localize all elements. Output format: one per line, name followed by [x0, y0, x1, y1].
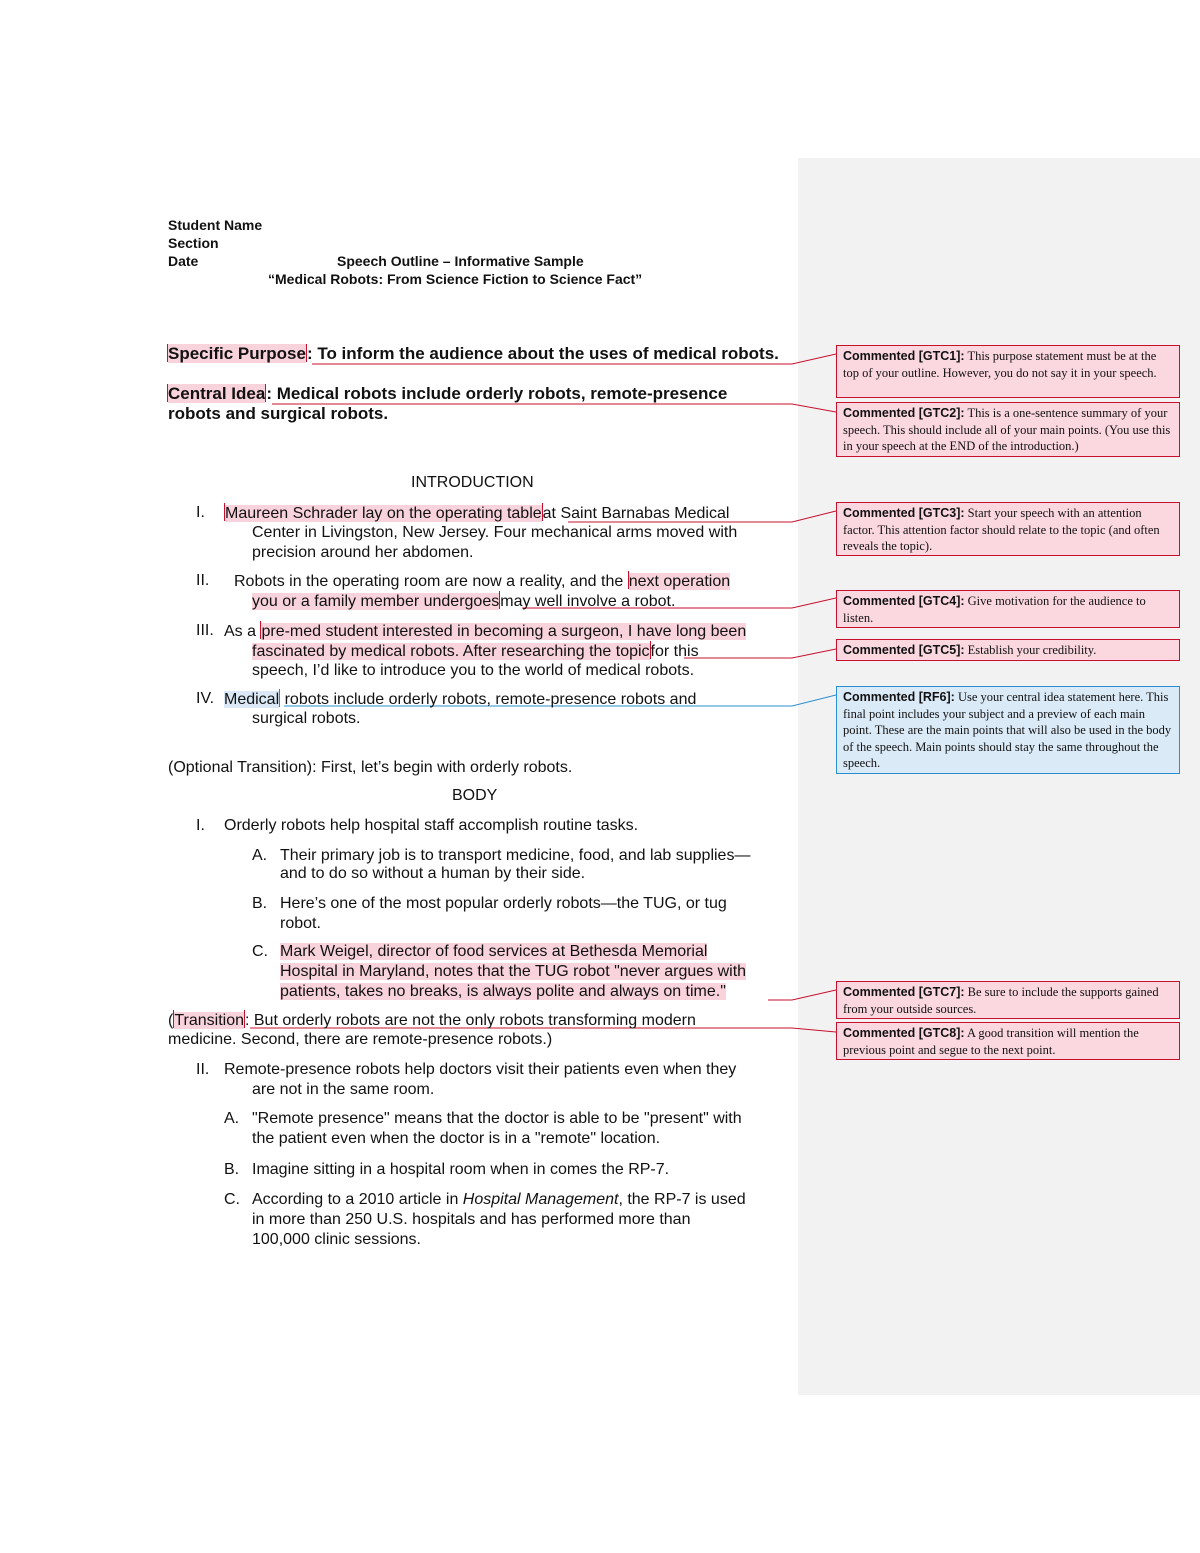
intro-item-3-line2 [252, 641, 699, 662]
sub-point-2b-line1: Imagine sitting in a hospital room when in comes the RP-7. [252, 1161, 670, 1178]
intro-item-3-line1 [224, 621, 746, 642]
transition-2-open: ( [168, 1012, 174, 1029]
central-idea [167, 384, 727, 404]
student-name: Student Name [168, 217, 263, 233]
sub-point-2c-line1 [252, 1190, 746, 1210]
sub-point-2c-line2: in more than 250 U.S. hospitals and has performed more than [252, 1211, 691, 1228]
intro-item-3-line3: speech, I’d like to introduce you to the world of medical robots. [252, 662, 695, 679]
comment-gtc8[interactable] [836, 1022, 1180, 1060]
sub-point-1c-line2 [280, 962, 746, 982]
comment-text: This purpose statement must be at the top of your outline. However, you do not say it in your speech. [843, 349, 1157, 380]
specific-purpose [167, 344, 779, 364]
optional-transition: (Optional Transition): First, let’s begin with orderly robots. [168, 759, 573, 776]
intro-item-3-rest: for this [650, 643, 699, 660]
body-point-2-line2: are not in the same room. [252, 1081, 435, 1098]
intro-item-2-pre: Robots in the operating room are now a reality, and the [234, 573, 628, 590]
comment-author: Commented [GTC3]: [843, 506, 965, 520]
comment-text: This is a one-sentence summary of your speech. This should include all of your main points. (You use this in your speech at the END of the introduction.) [843, 406, 1171, 453]
intro-item-2-rest: may well involve a robot. [500, 593, 676, 610]
comment-author: Commented [GTC5]: [843, 643, 965, 657]
comment-gtc5[interactable] [836, 639, 1180, 661]
intro-item-4-line2: surgical robots. [252, 710, 361, 727]
sub-point-2c-pre: According to a 2010 article in [252, 1191, 463, 1208]
sub-point-2a-line2: the patient even when the doctor is in a "remote" location. [252, 1130, 661, 1147]
transition-2-rest: : But orderly robots are not the only robots transforming modern [244, 1012, 696, 1029]
comment-author: Commented [RF6]: [843, 690, 955, 704]
comment-gtc3[interactable] [836, 502, 1180, 556]
intro-item-number: IV. [196, 690, 215, 707]
intro-item-1-rest: at Saint Barnabas Medical [542, 505, 730, 522]
transition-2-line1 [168, 1010, 696, 1031]
intro-item-3-pre: As a [224, 623, 261, 640]
outline-title: Speech Outline – Informative Sample [337, 253, 584, 269]
intro-item-2-highlight-b: you or a family member undergoes [252, 593, 500, 610]
publication-title: Hospital Management [462, 1191, 619, 1208]
comment-author: Commented [GTC8]: [843, 1026, 965, 1040]
specific-purpose-label: Specific Purpose [168, 344, 306, 363]
comment-text: Start your speech with an attention factor. This attention factor should relate to the topic (and often reveals the topic). [843, 506, 1160, 553]
transition-2-highlight: Transition [174, 1012, 244, 1029]
sub-point-number: B. [252, 895, 268, 912]
speech-title: “Medical Robots: From Science Fiction to Science Fact” [268, 271, 643, 287]
comment-author: Commented [GTC7]: [843, 985, 965, 999]
intro-item-3-highlight-a: pre-med student interested in becoming a surgeon, I have long been [261, 623, 747, 640]
connector-gtc5 [684, 649, 836, 658]
connector-gtc7 [768, 990, 836, 1000]
sub-point-number: A. [224, 1110, 240, 1127]
transition-2-line2: medicine. Second, there are remote-presence robots.) [168, 1031, 553, 1048]
intro-item-2-line2 [252, 591, 675, 612]
comment-text: Give motivation for the audience to listen. [843, 594, 1146, 625]
sub-point-1c-highlight-3: patients, takes no breaks, is always polite and always on time." [280, 983, 726, 1000]
introduction-heading: INTRODUCTION [411, 474, 534, 491]
sub-point-2a-line1: "Remote presence" means that the doctor is able to be "present" with [252, 1110, 742, 1127]
body-point-2-line1: Remote-presence robots help doctors visit their patients even when they [224, 1061, 737, 1078]
intro-item-3-highlight-b: fascinated by medical robots. After researching the topic [252, 643, 650, 660]
section-label: Section [168, 235, 219, 251]
comment-rf6[interactable] [836, 686, 1180, 774]
sub-point-1c-highlight-2: Hospital in Maryland, notes that the TUG robot "never argues with [280, 963, 747, 980]
sub-point-1b-line1: Here’s one of the most popular orderly robots—the TUG, or tug [280, 895, 727, 912]
specific-purpose-text: : To inform the audience about the uses of medical robots. [306, 344, 779, 363]
sub-point-1c-line3 [280, 982, 726, 1002]
comment-author: Commented [GTC2]: [843, 406, 965, 420]
intro-item-1-highlight: Maureen Schrader lay on the operating table [225, 505, 542, 522]
body-point-number: II. [196, 1061, 210, 1078]
intro-item-4-highlight: Medical [224, 691, 280, 708]
intro-item-number: II. [196, 572, 210, 589]
sub-point-1b-line2: robot. [280, 915, 321, 932]
comment-text: Establish your credibility. [967, 643, 1097, 657]
body-heading: BODY [452, 787, 498, 804]
sub-point-1c-highlight-1: Mark Weigel, director of food services at Bethesda Memorial [280, 943, 708, 960]
sub-point-number: C. [252, 943, 268, 960]
intro-item-number: I. [196, 504, 205, 521]
sub-point-number: B. [224, 1161, 240, 1178]
central-idea-label: Central Idea [168, 384, 266, 403]
comment-text: Use your central idea statement here. This final point includes your subject and a preview of each main point. These are the main points that will also be used in the body of the speech. Main points should stay the same throughout the speech. [843, 690, 1172, 770]
intro-item-2-line1 [234, 571, 730, 592]
comment-text: A good transition will mention the previous point and segue to the next point. [843, 1026, 1139, 1057]
intro-item-1-line2: Center in Livingston, New Jersey. Four mechanical arms moved with [252, 524, 738, 541]
sub-point-1a-line2: and to do so without a human by their side. [280, 865, 586, 882]
date-label: Date [168, 253, 199, 269]
sub-point-2c-line3: 100,000 clinic sessions. [252, 1231, 421, 1248]
comment-gtc2[interactable] [836, 402, 1180, 457]
sub-point-1c-line1 [280, 942, 707, 962]
intro-item-1-line3: precision around her abdomen. [252, 544, 474, 561]
comment-gtc7[interactable] [836, 981, 1180, 1019]
body-point-1: Orderly robots help hospital staff accomplish routine tasks. [224, 817, 639, 834]
comment-author: Commented [GTC1]: [843, 349, 965, 363]
comment-text: Be sure to include the supports gained from your outside sources. [843, 985, 1159, 1016]
intro-item-4-line1 [224, 689, 696, 710]
central-idea-line2: robots and surgical robots. [168, 404, 389, 423]
sub-point-number: C. [224, 1191, 240, 1208]
comment-author: Commented [GTC4]: [843, 594, 965, 608]
comment-gtc4[interactable] [836, 590, 1180, 628]
comment-gtc1[interactable] [836, 345, 1180, 398]
sub-point-2c-post: , the RP-7 is used [618, 1191, 746, 1208]
sub-point-1a-line1: Their primary job is to transport medicine, food, and lab supplies— [280, 847, 751, 864]
body-point-number: I. [196, 817, 205, 834]
intro-item-4-rest: robots include orderly robots, remote-presence robots and [280, 691, 697, 708]
intro-item-number: III. [196, 622, 214, 639]
intro-item-1-line1 [224, 503, 729, 524]
sub-point-number: A. [252, 847, 268, 864]
central-idea-line1: : Medical robots include orderly robots, remote-presence [266, 384, 728, 403]
intro-item-2-highlight-a: next operation [628, 573, 731, 590]
